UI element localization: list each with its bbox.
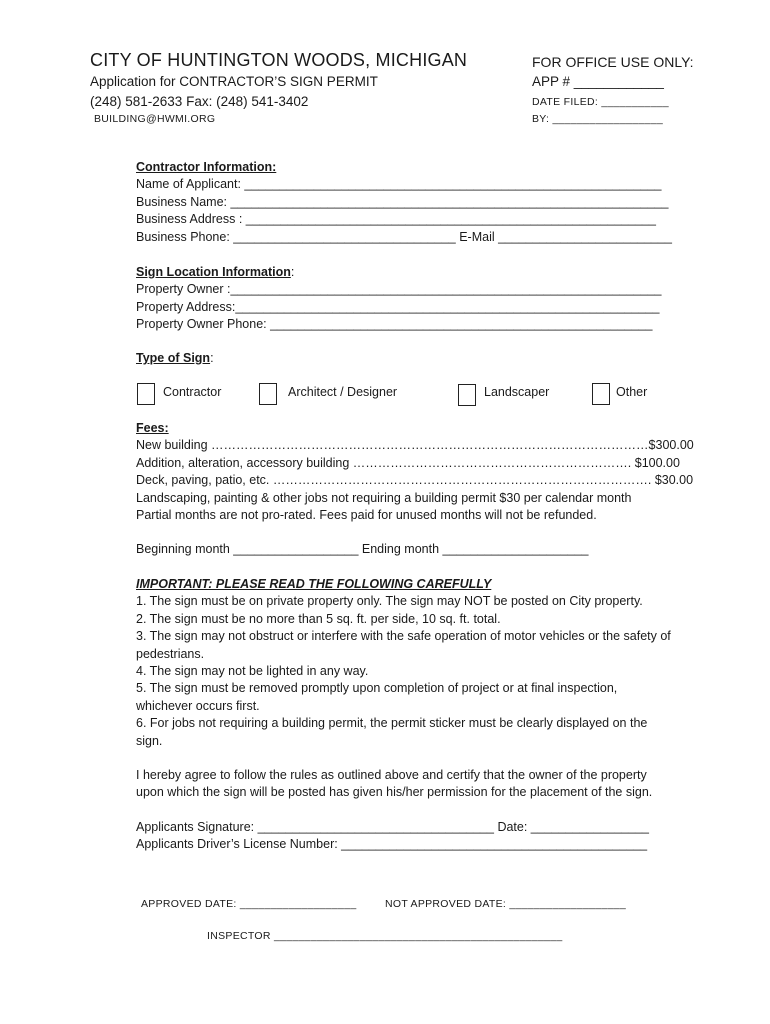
other-checkbox[interactable] [592, 383, 610, 405]
fee-deck: Deck, paving, patio, etc. ………………………………………………………………………………. $30.00 [136, 473, 694, 488]
sign-location-heading: Sign Location Information [136, 265, 291, 279]
landscaper-option-label: Landscaper [484, 385, 550, 399]
not-approved-date-field: NOT APPROVED DATE: ___________________ [385, 898, 626, 910]
sign-type-colon: : [210, 351, 214, 365]
business-name-field: Business Name: _______________________________________________________________ [136, 194, 669, 209]
signature-section [136, 819, 649, 854]
other-option-label: Other [616, 385, 648, 399]
rule-item: 3. The sign may not obstruct or interfere with the safe operation of motor vehicles or the safety of pedestrians. [136, 629, 671, 661]
sign-type-heading-row [136, 350, 214, 367]
important-section [136, 576, 681, 750]
filed-by-field: BY: __________________ [532, 113, 663, 125]
inspector-field: INSPECTOR _______________________________________________ [207, 930, 563, 942]
page-title: CITY OF HUNTINGTON WOODS, MICHIGAN [90, 50, 468, 70]
architect-designer-option-label: Architect / Designer [288, 385, 398, 399]
fee-new-building: New building ……………………………………………………………………………………………$300.00 [136, 438, 694, 453]
contractor-option-label: Contractor [163, 385, 222, 399]
fees-section [136, 420, 694, 524]
office-use-heading: FOR OFFICE USE ONLY: [532, 54, 694, 70]
property-owner-field: Property Owner :______________________________________________________________ [136, 282, 662, 297]
sign-type-heading: Type of Sign [136, 351, 211, 365]
rule-item: 4. The sign may not be lighted in any way. [136, 663, 369, 678]
fee-addition: Addition, alteration, accessory building …………………………………………………………. $100.00 [136, 455, 680, 470]
signature-date-field: Applicants Signature: __________________________________ Date: _________________ [136, 820, 649, 834]
app-number-field: APP # ____________ [532, 74, 664, 89]
drivers-license-field: Applicants Driver’s License Number: ____________________________________________ [136, 837, 648, 852]
month-range-fields: Beginning month __________________ Ending month _____________________ [136, 542, 589, 556]
architect-designer-checkbox[interactable] [259, 383, 277, 405]
rule-item: 6. For jobs not requiring a building permit, the permit sticker must be clearly displayed on the sign. [136, 716, 648, 748]
important-heading: IMPORTANT: PLEASE READ THE FOLLOWING CAREFULLY [136, 577, 492, 591]
fee-landscaping: Landscaping, painting & other jobs not requiring a building permit $30 per calendar month [136, 490, 632, 505]
application-subtitle: Application for CONTRACTOR’S SIGN PERMIT [90, 74, 378, 89]
date-filed-field: DATE FILED: ___________ [532, 96, 669, 108]
business-phone-email-field: Business Phone: ________________________________ E-Mail _________________________ [136, 229, 672, 244]
rule-item: 2. The sign must be no more than 5 sq. ft. per side, 10 sq. ft. total. [136, 611, 501, 626]
contractor-section [136, 159, 672, 246]
department-email: BUILDING@HWMI.ORG [94, 113, 216, 125]
contractor-checkbox[interactable] [137, 383, 155, 405]
applicant-name-field: Name of Applicant: ____________________________________________________________ [136, 177, 662, 192]
sign-location-colon: : [290, 265, 295, 279]
property-owner-phone-field: Property Owner Phone: _______________________________________________________ [136, 317, 653, 332]
rule-item: 5. The sign must be removed promptly upon completion of project or at final inspection, whichever occurs first. [136, 681, 618, 713]
contractor-heading: Contractor Information: [136, 160, 277, 174]
property-address-field: Property Address:_____________________________________________________________ [136, 299, 660, 314]
phone-fax: (248) 581-2633 Fax: (248) 541-3402 [90, 94, 309, 109]
landscaper-checkbox[interactable] [458, 384, 476, 406]
fees-heading: Fees: [136, 421, 169, 435]
rule-item: 1. The sign must be on private property only. The sign may NOT be posted on City property. [136, 594, 643, 609]
sign-location-section [136, 264, 662, 334]
fee-proration-note: Partial months are not pro-rated. Fees paid for unused months will not be refunded. [136, 507, 597, 522]
business-address-field: Business Address : ___________________________________________________________ [136, 212, 656, 227]
agreement-statement: I hereby agree to follow the rules as outlined above and certify that the owner of the property upon which the sign will be posted has given his/her permission for the placement of the sign. [136, 768, 653, 800]
approved-date-field: APPROVED DATE: ___________________ [141, 898, 357, 910]
